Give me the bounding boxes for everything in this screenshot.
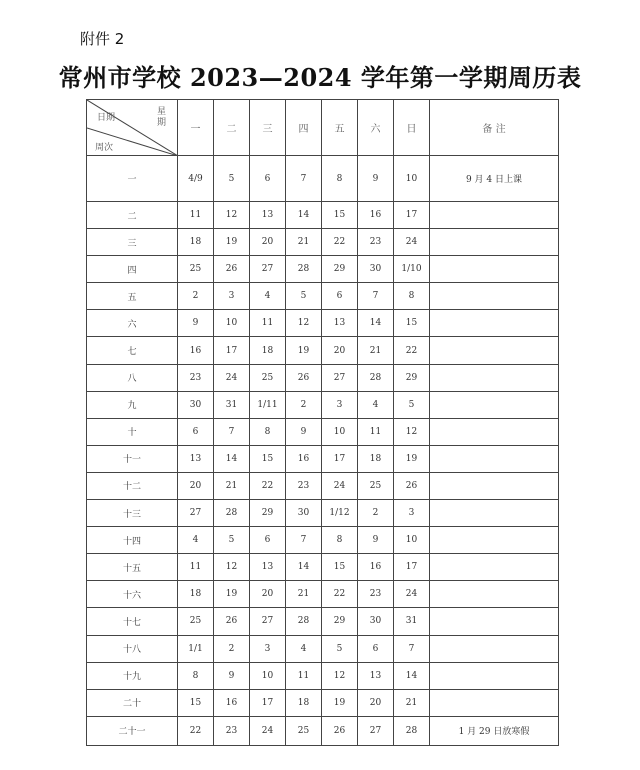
week-number-cell: 六 [87, 310, 178, 337]
table-row [87, 256, 559, 283]
week-number-cell: 四 [87, 256, 178, 283]
date-cell: 11 [178, 554, 214, 581]
date-cell: 7 [358, 283, 394, 310]
attachment-label: 附件 2 [80, 30, 125, 48]
remark-cell [430, 527, 559, 554]
date-cell: 7 [394, 635, 430, 662]
date-cell: 24 [322, 472, 358, 499]
table-row [87, 500, 559, 527]
date-cell: 15 [178, 689, 214, 716]
weekday-header: 四 [286, 100, 322, 156]
date-cell: 21 [286, 229, 322, 256]
date-cell: 14 [286, 554, 322, 581]
corner-label-week: 周次 [95, 143, 114, 153]
date-cell: 23 [286, 472, 322, 499]
remark-cell [430, 500, 559, 527]
date-cell: 23 [358, 581, 394, 608]
header-corner-cell [87, 100, 178, 156]
date-cell: 19 [286, 337, 322, 364]
corner-label-weekday: 星期 [155, 106, 165, 128]
date-cell: 22 [322, 581, 358, 608]
date-cell: 24 [394, 581, 430, 608]
date-cell: 27 [322, 364, 358, 391]
date-cell: 23 [214, 716, 250, 745]
date-cell: 15 [322, 202, 358, 229]
remark-cell [430, 689, 559, 716]
header-row [87, 100, 559, 156]
remark-cell [430, 391, 559, 418]
date-cell: 28 [286, 608, 322, 635]
date-cell: 8 [178, 662, 214, 689]
weekday-header: 三 [250, 100, 286, 156]
date-cell: 29 [322, 608, 358, 635]
date-cell: 3 [322, 391, 358, 418]
date-cell: 16 [358, 554, 394, 581]
remark-cell [430, 554, 559, 581]
date-cell: 8 [322, 156, 358, 202]
date-cell: 13 [250, 554, 286, 581]
date-cell: 25 [178, 256, 214, 283]
date-cell: 17 [214, 337, 250, 364]
date-cell: 18 [250, 337, 286, 364]
remark-cell [430, 202, 559, 229]
date-cell: 10 [394, 527, 430, 554]
date-cell: 11 [178, 202, 214, 229]
date-cell: 13 [322, 310, 358, 337]
date-cell: 10 [250, 662, 286, 689]
remark-cell [430, 635, 559, 662]
week-number-cell: 十五 [87, 554, 178, 581]
table-row [87, 581, 559, 608]
date-cell: 1/10 [394, 256, 430, 283]
date-cell: 22 [178, 716, 214, 745]
date-cell: 14 [214, 445, 250, 472]
date-cell: 16 [214, 689, 250, 716]
remark-cell [430, 472, 559, 499]
date-cell: 24 [394, 229, 430, 256]
table-row [87, 418, 559, 445]
date-cell: 10 [322, 418, 358, 445]
date-cell: 26 [286, 364, 322, 391]
date-cell: 8 [322, 527, 358, 554]
corner-label-date: 日期 [97, 113, 116, 123]
week-number-cell: 十一 [87, 445, 178, 472]
date-cell: 21 [358, 337, 394, 364]
week-number-cell: 十七 [87, 608, 178, 635]
date-cell: 21 [286, 581, 322, 608]
date-cell: 9 [358, 156, 394, 202]
date-cell: 12 [286, 310, 322, 337]
date-cell: 4/9 [178, 156, 214, 202]
date-cell: 17 [394, 554, 430, 581]
date-cell: 2 [358, 500, 394, 527]
date-cell: 5 [214, 527, 250, 554]
date-cell: 6 [322, 283, 358, 310]
weekday-header: 五 [322, 100, 358, 156]
date-cell: 19 [214, 229, 250, 256]
remark-cell: 1 月 29 日放寒假 [430, 716, 559, 745]
date-cell: 9 [358, 527, 394, 554]
date-cell: 14 [358, 310, 394, 337]
week-number-cell: 十四 [87, 527, 178, 554]
date-cell: 27 [250, 256, 286, 283]
date-cell: 4 [178, 527, 214, 554]
date-cell: 28 [358, 364, 394, 391]
table-row [87, 310, 559, 337]
date-cell: 18 [178, 229, 214, 256]
weekday-header: 六 [358, 100, 394, 156]
date-cell: 19 [394, 445, 430, 472]
weekday-header: 二 [214, 100, 250, 156]
week-number-cell: 一 [87, 156, 178, 202]
date-cell: 2 [178, 283, 214, 310]
date-cell: 18 [178, 581, 214, 608]
remark-cell [430, 662, 559, 689]
date-cell: 13 [358, 662, 394, 689]
date-cell: 17 [322, 445, 358, 472]
date-cell: 31 [394, 608, 430, 635]
date-cell: 12 [394, 418, 430, 445]
remarks-header: 备 注 [430, 100, 559, 156]
table-row [87, 364, 559, 391]
table-row [87, 283, 559, 310]
date-cell: 26 [214, 256, 250, 283]
remark-cell [430, 581, 559, 608]
remark-cell [430, 256, 559, 283]
date-cell: 29 [394, 364, 430, 391]
week-number-cell: 十二 [87, 472, 178, 499]
date-cell: 12 [322, 662, 358, 689]
table-row [87, 635, 559, 662]
date-cell: 12 [214, 554, 250, 581]
date-cell: 5 [322, 635, 358, 662]
date-cell: 6 [250, 156, 286, 202]
date-cell: 5 [394, 391, 430, 418]
week-number-cell: 十 [87, 418, 178, 445]
date-cell: 20 [250, 229, 286, 256]
date-cell: 20 [358, 689, 394, 716]
table-row [87, 662, 559, 689]
date-cell: 24 [214, 364, 250, 391]
date-cell: 19 [214, 581, 250, 608]
table-row [87, 337, 559, 364]
date-cell: 5 [286, 283, 322, 310]
date-cell: 3 [214, 283, 250, 310]
date-cell: 25 [358, 472, 394, 499]
table-row [87, 608, 559, 635]
table-row [87, 156, 559, 202]
date-cell: 28 [394, 716, 430, 745]
remark-cell [430, 337, 559, 364]
remark-cell [430, 608, 559, 635]
date-cell: 10 [394, 156, 430, 202]
remark-cell [430, 445, 559, 472]
date-cell: 23 [358, 229, 394, 256]
week-number-cell: 二 [87, 202, 178, 229]
date-cell: 4 [286, 635, 322, 662]
date-cell: 24 [250, 716, 286, 745]
date-cell: 17 [250, 689, 286, 716]
date-cell: 5 [214, 156, 250, 202]
date-cell: 15 [394, 310, 430, 337]
date-cell: 8 [394, 283, 430, 310]
date-cell: 21 [214, 472, 250, 499]
date-cell: 22 [394, 337, 430, 364]
remark-cell [430, 418, 559, 445]
date-cell: 27 [250, 608, 286, 635]
week-number-cell: 十六 [87, 581, 178, 608]
date-cell: 12 [214, 202, 250, 229]
date-cell: 22 [250, 472, 286, 499]
date-cell: 30 [178, 391, 214, 418]
date-cell: 13 [178, 445, 214, 472]
date-cell: 1/1 [178, 635, 214, 662]
week-number-cell: 九 [87, 391, 178, 418]
table-row [87, 527, 559, 554]
week-number-cell: 十三 [87, 500, 178, 527]
date-cell: 29 [250, 500, 286, 527]
date-cell: 28 [214, 500, 250, 527]
table-body [87, 156, 559, 746]
date-cell: 14 [394, 662, 430, 689]
date-cell: 16 [358, 202, 394, 229]
date-cell: 11 [286, 662, 322, 689]
date-cell: 9 [214, 662, 250, 689]
remark-cell [430, 283, 559, 310]
date-cell: 25 [286, 716, 322, 745]
date-cell: 28 [286, 256, 322, 283]
date-cell: 16 [286, 445, 322, 472]
date-cell: 14 [286, 202, 322, 229]
date-cell: 20 [250, 581, 286, 608]
date-cell: 15 [250, 445, 286, 472]
week-number-cell: 七 [87, 337, 178, 364]
date-cell: 17 [394, 202, 430, 229]
remark-cell [430, 310, 559, 337]
week-number-cell: 十九 [87, 662, 178, 689]
date-cell: 4 [358, 391, 394, 418]
date-cell: 31 [214, 391, 250, 418]
date-cell: 16 [178, 337, 214, 364]
weekday-header: 一 [178, 100, 214, 156]
table-row [87, 202, 559, 229]
week-number-cell: 八 [87, 364, 178, 391]
date-cell: 13 [250, 202, 286, 229]
date-cell: 7 [286, 156, 322, 202]
date-cell: 19 [322, 689, 358, 716]
date-cell: 9 [286, 418, 322, 445]
date-cell: 25 [250, 364, 286, 391]
date-cell: 4 [250, 283, 286, 310]
date-cell: 20 [178, 472, 214, 499]
table-row [87, 445, 559, 472]
remark-cell: 9 月 4 日上课 [430, 156, 559, 202]
date-cell: 26 [394, 472, 430, 499]
date-cell: 26 [322, 716, 358, 745]
date-cell: 3 [250, 635, 286, 662]
date-cell: 2 [214, 635, 250, 662]
date-cell: 7 [286, 527, 322, 554]
date-cell: 27 [358, 716, 394, 745]
table-row [87, 689, 559, 716]
table-row [87, 554, 559, 581]
table-row [87, 391, 559, 418]
table-row [87, 229, 559, 256]
date-cell: 7 [214, 418, 250, 445]
date-cell: 20 [322, 337, 358, 364]
date-cell: 3 [394, 500, 430, 527]
table-row [87, 716, 559, 745]
date-cell: 1/11 [250, 391, 286, 418]
date-cell: 30 [358, 608, 394, 635]
date-cell: 11 [358, 418, 394, 445]
date-cell: 18 [358, 445, 394, 472]
date-cell: 26 [214, 608, 250, 635]
week-number-cell: 三 [87, 229, 178, 256]
date-cell: 23 [178, 364, 214, 391]
date-cell: 8 [250, 418, 286, 445]
date-cell: 10 [214, 310, 250, 337]
weekday-header: 日 [394, 100, 430, 156]
date-cell: 25 [178, 608, 214, 635]
date-cell: 6 [250, 527, 286, 554]
week-number-cell: 十八 [87, 635, 178, 662]
date-cell: 30 [286, 500, 322, 527]
date-cell: 11 [250, 310, 286, 337]
date-cell: 9 [178, 310, 214, 337]
week-number-cell: 二十 [87, 689, 178, 716]
remark-cell [430, 364, 559, 391]
remark-cell [430, 229, 559, 256]
date-cell: 22 [322, 229, 358, 256]
date-cell: 18 [286, 689, 322, 716]
date-cell: 21 [394, 689, 430, 716]
date-cell: 6 [178, 418, 214, 445]
date-cell: 30 [358, 256, 394, 283]
date-cell: 15 [322, 554, 358, 581]
table-row [87, 472, 559, 499]
date-cell: 6 [358, 635, 394, 662]
date-cell: 1/12 [322, 500, 358, 527]
week-number-cell: 二十一 [87, 716, 178, 745]
date-cell: 29 [322, 256, 358, 283]
week-number-cell: 五 [87, 283, 178, 310]
date-cell: 2 [286, 391, 322, 418]
date-cell: 27 [178, 500, 214, 527]
page-title: 常州市学校 2023—2024 学年第一学期周历表 [58, 63, 582, 92]
week-calendar-table [86, 99, 559, 746]
